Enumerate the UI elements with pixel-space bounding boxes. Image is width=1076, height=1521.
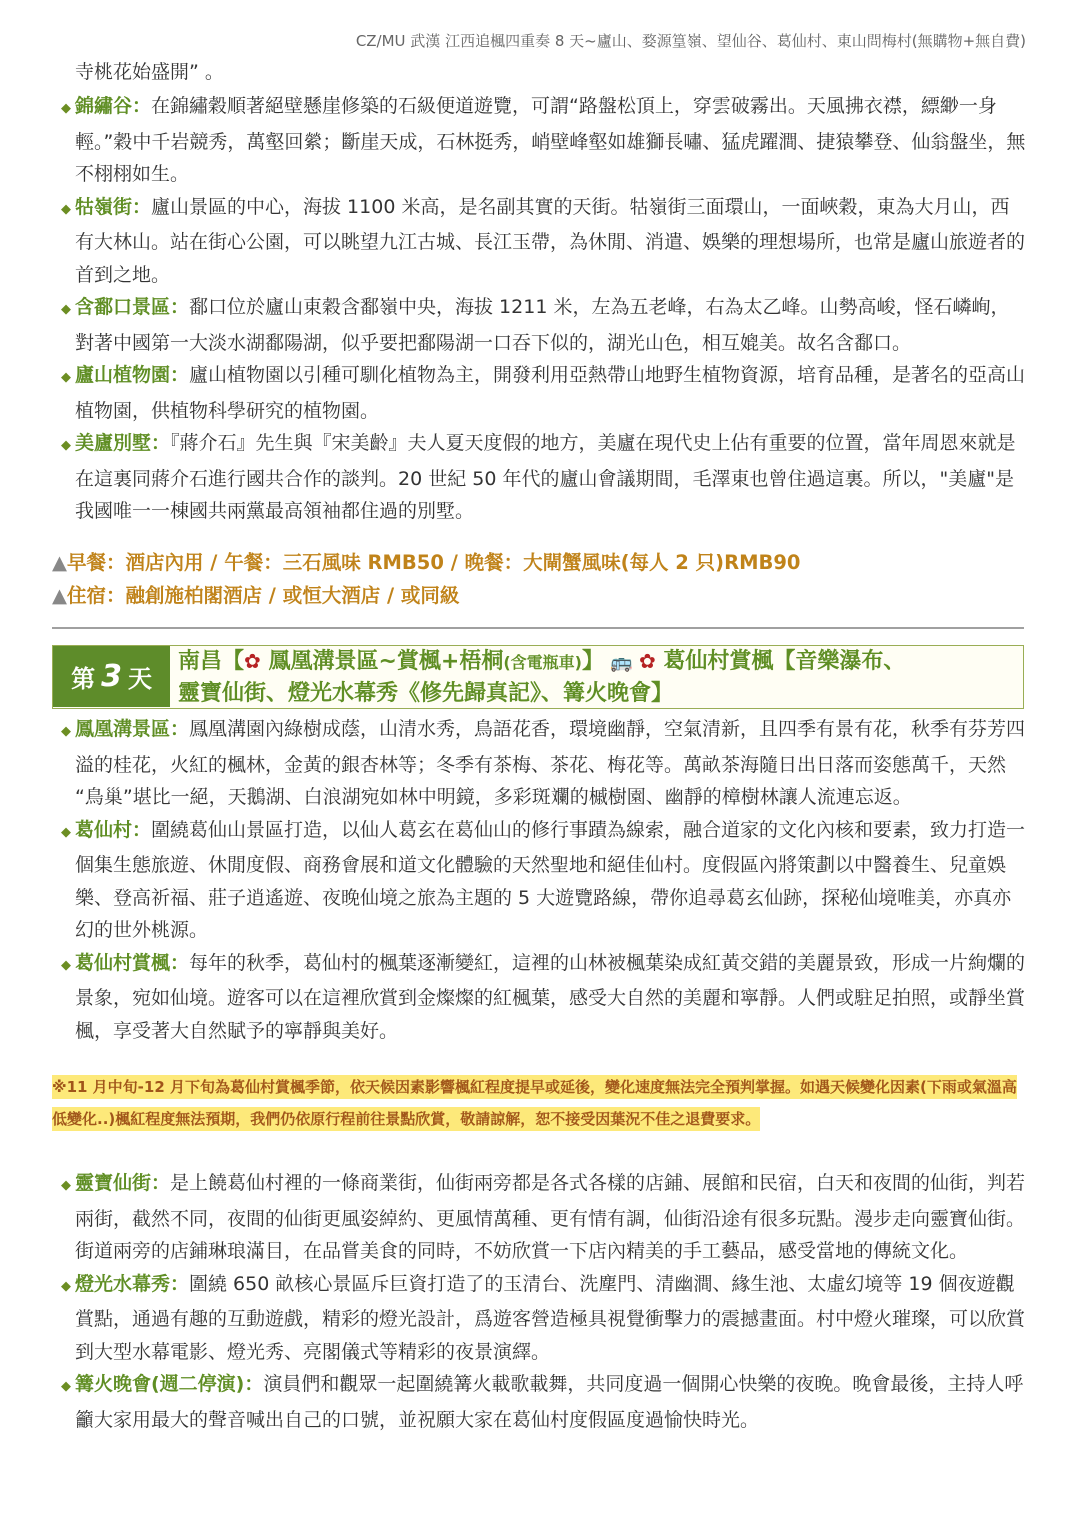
- diamond-bullet-icon: ◆: [61, 370, 71, 385]
- day-number: 3: [101, 659, 122, 694]
- section-divider: [52, 627, 1024, 629]
- attraction-text: 圍繞葛仙山景區打造，以仙人葛玄在葛仙山的修行事蹟為線索，融合道家的文化內核和要素，致力打造一個集生態旅遊、休閒度假、商務會展和道文化體驗的天然聖地和絕佳仙村。度假區內將策劃以中醫養生、兒童娛樂、登高祈福、莊子逍遙遊、夜晚仙境之旅為主題的 5 大遊覽路線，帶你追尋葛玄仙跡，探秘仙境唯美，亦真亦幻的世外桃源。: [75, 818, 1026, 941]
- triangle-icon: ▲: [52, 584, 67, 607]
- attraction-text: 在錦繡穀順著絕壁懸崖修築的石級便道遊覽，可謂“路盤松頂上，穿雲破霧出。天風拂衣襟，縹緲一身輕。”穀中千岩競秀，萬壑回縈；斷崖天成，石林挺秀，峭壁峰壑如雄獅長嘯、猛虎躍澗、捷猿攀登、仙翁盤坐，無不栩栩如生。: [75, 95, 1026, 185]
- diamond-bullet-icon: ◆: [61, 101, 71, 116]
- attraction-title: 鳳凰溝景區：: [75, 718, 190, 740]
- attraction-item: [52, 1167, 1027, 1268]
- attraction-title: 葛仙村賞楓：: [75, 951, 190, 974]
- diamond-bullet-icon: ◆: [61, 957, 71, 973]
- attraction-item: [52, 814, 1027, 947]
- page-header: CZ/MU 武漢 江西追楓四重奏 8 天~廬山、婺源篁嶺、望仙谷、葛仙村、東山問梅村(無購物+無自費): [355, 32, 1026, 50]
- attraction-title: 錦繡谷：: [75, 95, 152, 117]
- day-title-part: (含電瓶車): [503, 653, 582, 672]
- diamond-bullet-icon: ◆: [61, 1178, 71, 1193]
- section-lushan-attractions: [52, 90, 1027, 528]
- attraction-item: [52, 1368, 1027, 1436]
- day-label-prefix: 第: [71, 665, 96, 693]
- maple-leaf-icon: ✿: [244, 649, 261, 673]
- maple-season-note: [52, 1071, 1027, 1135]
- attraction-text: 廬山植物園以引種可馴化植物為主，開發利用亞熱帶山地野生植物資源，培育品種，是著名的亞高山植物園，供植物科學研究的植物園。: [75, 364, 1026, 422]
- continuation-text: 寺桃花始盛開” 。: [75, 61, 224, 83]
- attraction-item: [52, 947, 1027, 1048]
- note-text: ※11 月中旬-12 月下旬為葛仙村賞楓季節，依天候因素影響楓紅程度提早或延後，變化速度無法完全預判掌握。如遇天候變化因素(下雨或氣溫高低變化..)楓紅程度無法預期，我們仍依原行程前往景點欣賞，敬請諒解，恕不接受因葉況不佳之退費要求。: [52, 1075, 1017, 1131]
- attraction-text: 鄱口位於廬山東穀含鄱嶺中央，海拔 1211 米，左為五老峰，右為太乙峰。山勢高峻，怪石嶙峋，對著中國第一大淡水湖鄱陽湖，似乎要把鄱陽湖一口吞下似的，湖光山色，相互媲美。故名含鄱口。: [75, 296, 1010, 354]
- attraction-text: 『蔣介石』先生與『宋美齡』夫人夏天度假的地方，美廬在現代史上佔有重要的位置，當年周恩來就是在這裏同蔣介石進行國共合作的談判。20 世紀 50 年代的廬山會議期間，毛澤東也曾住過這裏。所以，"美廬"是我國唯一一棟國共兩黨最高領袖都住過的別墅。: [75, 432, 1016, 522]
- diamond-bullet-icon: ◆: [61, 201, 71, 217]
- attraction-title: 含鄱口景區：: [75, 296, 190, 318]
- meals-line: [52, 547, 801, 579]
- bus-icon: 🚌: [603, 652, 639, 673]
- attraction-item: [52, 1268, 1027, 1369]
- attraction-item: [52, 713, 1027, 814]
- attraction-title: 葛仙村：: [75, 818, 152, 841]
- day-title-part: 葛仙村賞楓【音樂瀑布、: [663, 649, 906, 674]
- diamond-bullet-icon: ◆: [61, 302, 71, 317]
- triangle-icon: ▲: [52, 551, 67, 574]
- attraction-text: 每年的秋季，葛仙村的楓葉逐漸變紅，這裡的山林被楓葉染成紅黃交錯的美麗景致，形成一片絢爛的景象，宛如仙境。遊客可以在這裡欣賞到金燦燦的紅楓葉，感受大自然的美麗和寧靜。人們或駐足拍照，或靜坐賞楓，享受著大自然賦予的寧靜與美好。: [75, 951, 1026, 1042]
- attraction-item: [52, 359, 1027, 427]
- attraction-item: [52, 291, 1027, 359]
- attraction-text: 是上饒葛仙村裡的一條商業街，仙街兩旁都是各式各樣的店鋪、展館和民宿，白天和夜間的仙街，判若兩街，截然不同，夜間的仙街更風姿綽約、更風情萬種、更有情有調，仙街沿途有很多玩點。漫步走向靈寶仙街。街道兩旁的店鋪琳琅滿目，在品嘗美食的同時，不妨欣賞一下店內精美的手工藝品，感受當地的傳統文化。: [75, 1172, 1026, 1262]
- attraction-item: [52, 427, 1027, 528]
- meals-text: 早餐：酒店內用 / 午餐：三石風味 RMB50 / 晚餐：大閘蟹風味(每人 2 只)RMB90: [67, 551, 801, 574]
- maple-leaf-icon: ✿: [638, 649, 656, 673]
- day-title-part: 鳳凰溝景區~賞楓+梧桐: [268, 649, 504, 674]
- attraction-title: 燈光水幕秀：: [75, 1272, 190, 1295]
- attraction-title: 篝火晚會(週二停演)：: [75, 1373, 264, 1395]
- day-label-suffix: 天: [127, 665, 152, 693]
- diamond-bullet-icon: ◆: [61, 438, 71, 453]
- diamond-bullet-icon: ◆: [61, 1379, 71, 1394]
- attraction-text: 鳳凰溝園內綠樹成蔭，山清水秀，鳥語花香，環境幽靜，空氣清新，且四季有景有花，秋季有芬芳四溢的桂花，火紅的楓林，金黃的銀杏林等；冬季有茶梅、茶花、梅花等。萬畝茶海隨日出日落而姿態萬千，天然 “鳥巢”堪比一絕，天鵝湖、白浪湖宛如林中明鏡，多彩斑斕的槭樹園、幽靜的樟樹林讓人流連忘返。: [75, 718, 1026, 808]
- section-day3-attractions: [52, 713, 1027, 1047]
- attraction-item: [52, 90, 1027, 191]
- day-title-part: 】: [581, 649, 604, 674]
- attraction-text: 廬山景區的中心，海拔 1100 米高，是名副其實的天街。牯嶺街三面環山，一面峽穀，東為大月山，西有大林山。站在街心公園，可以眺望九江古城、長江玉帶，為休閒、消遣、娛樂的理想場所，也常是廬山旅遊者的首到之地。: [75, 195, 1026, 286]
- attraction-title: 靈寶仙街：: [75, 1172, 171, 1194]
- day-banner: [52, 645, 1024, 709]
- attraction-title: 美廬別墅：: [75, 432, 171, 454]
- hotel-line: [52, 580, 459, 612]
- attraction-text: 圍繞 650 畝核心景區斥巨資打造了的玉清台、洗塵門、清幽澗、緣生池、太虛幻境等 19 個夜遊觀賞點，通過有趣的互動遊戲，精彩的燈光設計，爲遊客營造極具視覺衝擊力的震撼畫面。村中燈火璀璨，可以欣賞到大型水幕電影、燈光秀、亮閣儀式等精彩的夜景演繹。: [75, 1272, 1026, 1363]
- diamond-bullet-icon: ◆: [61, 724, 71, 739]
- attraction-title: 廬山植物園：: [75, 364, 190, 386]
- day-title: [178, 646, 1018, 709]
- diamond-bullet-icon: ◆: [61, 1278, 71, 1294]
- day-title-part: 南昌【: [178, 649, 245, 674]
- hotel-text: 住宿：融創施柏閣酒店 / 或恒大酒店 / 或同級: [67, 584, 460, 607]
- diamond-bullet-icon: ◆: [61, 824, 71, 840]
- day-label: [53, 646, 170, 707]
- day-title-line1: [178, 646, 1018, 678]
- attraction-text: 演員們和觀眾一起圍繞篝火載歌載舞，共同度過一個開心快樂的夜晚。晚會最後，主持人呼籲大家用最大的聲音喊出自己的口號，並祝願大家在葛仙村度假區度過愉快時光。: [75, 1373, 1024, 1431]
- attraction-title: 牯嶺街：: [75, 195, 152, 218]
- day-title-line2: 靈寶仙街、燈光水幕秀《修先歸真記》、篝火晚會】: [178, 681, 674, 706]
- section-evening-attractions: [52, 1167, 1027, 1436]
- attraction-item: [52, 191, 1027, 292]
